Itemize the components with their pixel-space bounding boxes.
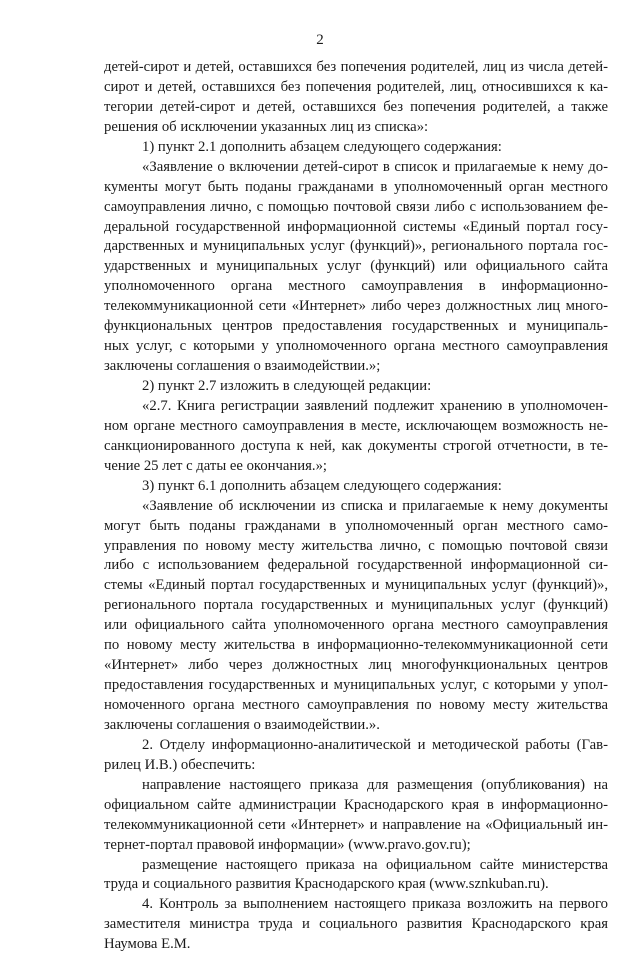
text-line: «Заявление об исключении из списка и прилагаемые к нему документы [142, 497, 608, 514]
text-line: 1) пункт 2.1 дополнить абзацем следующего содержания: [142, 138, 502, 155]
text-line: 2) пункт 2.7 изложить в следующей редакции: [142, 378, 432, 394]
text-line: управления по новому месту жительства лично, с помощью почтовой связи [104, 537, 608, 554]
text-line: 2. Отделу информационно-аналитической и методической работы (Гав- [142, 736, 608, 753]
text-line: регионального портала государственных и муниципальных услуг (функций) [104, 597, 608, 614]
text-line: деральной государственной информационной системы «Единый портал госу- [104, 218, 608, 235]
text-line: Наумова Е.М. [104, 936, 191, 953]
text-line: дарственных и муниципальных услуг (функций)», регионального портала гос- [104, 238, 608, 255]
text-line: функциональных центров предоставления государственных и муниципаль- [104, 318, 608, 335]
document-body [104, 58, 608, 955]
text-line: 4. Контроль за выполнением настоящего приказа возложить на первого [142, 896, 608, 913]
text-line: заключены соглашения о взаимодействии.»; [104, 358, 381, 375]
text-line: чение 25 лет с даты ее окончания.»; [104, 457, 328, 474]
text-line: либо с использованием федеральной государственной информационной си- [104, 557, 608, 574]
text-line: сирот и детей, оставшихся без попечения родителей, лиц, относившихся к ка- [104, 78, 608, 95]
text-line: предоставления государственных и муниципальных услуг, с которыми у упол- [104, 677, 608, 694]
text-line: ударственных и муниципальных услуг (функций) или официального сайта [104, 258, 608, 275]
text-line: могут быть поданы гражданами в уполномоченный орган местного само- [104, 517, 608, 534]
text-line: ном органе местного самоуправления в месте, исключающем возможность не- [104, 417, 608, 434]
text-line: «Интернет» либо через должностных лиц многофункциональных центров [104, 657, 608, 674]
text-line: заместителя министра труда и социального развития Краснодарского края [104, 916, 608, 933]
text-line: номоченного органа местного самоуправления по новому месту жительства [104, 697, 608, 713]
text-line: или официального сайта уполномоченного органа местного самоуправления [104, 617, 608, 634]
text-line: заключены соглашения о взаимодействии.». [104, 716, 380, 733]
text-line: решения об исключении указанных лиц из списка»: [104, 118, 429, 135]
text-line: санкционированного доступа к ней, как документы строгой отчетности, в те- [104, 437, 608, 454]
text-line: «Заявление о включении детей-сирот в список и прилагаемые к нему до- [142, 158, 608, 175]
text-line: телекоммуникационной сети «Интернет» и направление на «Официальный ин- [104, 816, 608, 833]
text-line: тернет-портал правовой информации» (www.pravo.gov.ru); [104, 836, 471, 853]
text-line: стемы «Единый портал государственных и муниципальных услуг (функций)», [104, 577, 608, 594]
text-line: телекоммуникационной сети «Интернет» либо через должностных лиц много- [104, 298, 608, 315]
text-line: труда и социального развития Краснодарского края (www.sznkuban.ru). [104, 876, 549, 893]
text-line: ных услуг, с которыми у уполномоченного органа местного самоуправления [104, 338, 608, 355]
text-line: размещение настоящего приказа на официальном сайте министерства [142, 856, 608, 873]
text-line: рилец И.В.) обеспечить: [104, 756, 256, 773]
text-line: кументы могут быть поданы гражданами в уполномоченный орган местного [104, 178, 608, 195]
text-line: тегории детей-сирот и детей, оставшихся без попечения родителей, а также [104, 98, 608, 115]
text-line: уполномоченного органа местного самоуправления в информационно- [104, 278, 608, 295]
text-line: официальном сайте администрации Краснодарского края в информационно- [104, 796, 608, 813]
text-line: детей-сирот и детей, оставшихся без попечения родителей, лиц из числа детей- [104, 59, 608, 75]
text-line: 3) пункт 6.1 дополнить абзацем следующего содержания: [142, 477, 502, 494]
page-number: 2 [316, 32, 324, 48]
text-line: «2.7. Книга регистрации заявлений подлежит хранению в уполномочен- [142, 397, 608, 414]
text-line: по новому месту жительства в информационно-телекоммуникационной сети [104, 637, 608, 654]
text-line: самоуправления лично, с помощью почтовой связи либо с использованием фе- [104, 198, 608, 215]
text-line: направление настоящего приказа для размещения (опубликования) на [142, 776, 608, 793]
